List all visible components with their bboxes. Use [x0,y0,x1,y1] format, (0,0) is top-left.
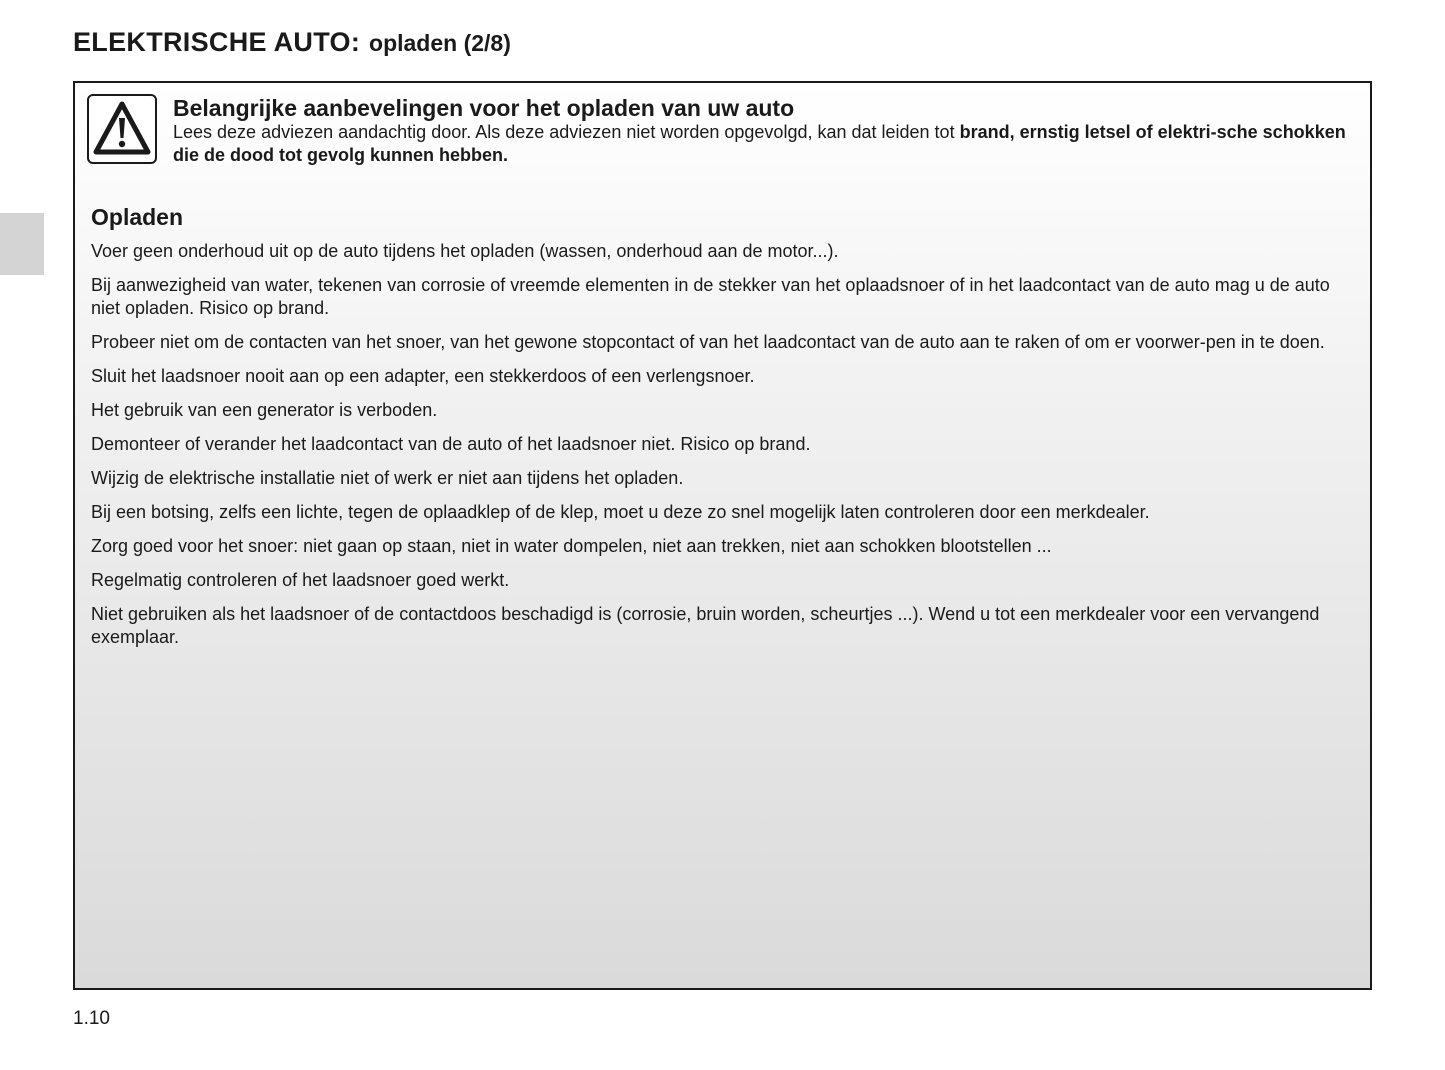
paragraph-damaged: Niet gebruiken als het laadsnoer of de contactdoos beschadigd is (corrosie, bruin worden, scheurtjes ...). Wend u tot een merkdealer voor een vervangend exemplaar. [91,604,1320,647]
paragraph-installation: Wijzig de elektrische installatie niet of werk er niet aan tijdens het opladen. [91,468,684,488]
paragraph-check: Regelmatig controleren of het laadsnoer goed werkt. [91,570,510,590]
warning-triangle-icon [87,94,157,164]
paragraph-maintenance: Voer geen onderhoud uit op de auto tijdens het opladen (wassen, onderhoud aan de motor...). [91,241,839,261]
paragraph-adapter: Sluit het laadsnoer nooit aan op een adapter, een stekkerdoos of een verlengsnoer. [91,366,755,386]
warning-intro-text: Lees deze adviezen aandachtig door. Als deze adviezen niet worden opgevolgd, kan dat leiden tot [173,122,960,142]
warning-box [73,81,1372,990]
paragraph-contacts: Probeer niet om de contacten van het snoer, van het gewone stopcontact of van het laadcontact van de auto aan te raken of om er voorwer-pen in te doen. [91,332,1325,352]
paragraph-collision: Bij een botsing, zelfs een lichte, tegen de oplaadklep of de klep, moet u deze zo snel mogelijk laten controleren door een merkdealer. [91,502,1150,522]
page-title-sub: opladen (2/8) [369,30,511,56]
section-heading: Opladen [91,204,184,230]
warning-intro-emphasis: brand, ernstig letsel of elektri-sche schokken die de dood tot gevolg kunnen hebben. [173,122,1346,165]
paragraph-dismantle: Demonteer of verander het laadcontact van de auto of het laadsnoer niet. Risico op brand. [91,434,811,454]
page-number: 1.10 [73,1008,110,1029]
warning-intro [173,121,1359,167]
paragraph-water-corrosion: Bij aanwezigheid van water, tekenen van corrosie of vreemde elementen in de stekker van het oplaadsnoer of in het laadcontact van de auto mag u de auto niet opladen. Risico op brand. [91,275,1330,318]
chapter-side-tab [0,213,44,275]
warning-header [173,95,1359,167]
warning-heading: Belangrijke aanbevelingen voor het opladen van uw auto [173,95,795,121]
charging-section [91,204,1359,660]
page-title [73,24,511,59]
paragraph-generator: Het gebruik van een generator is verboden. [91,400,438,420]
page-title-main: ELEKTRISCHE AUTO: [73,27,361,57]
paragraph-cable-care: Zorg goed voor het snoer: niet gaan op staan, niet in water dompelen, niet aan trekken, niet aan schokken blootstellen ... [91,536,1052,556]
